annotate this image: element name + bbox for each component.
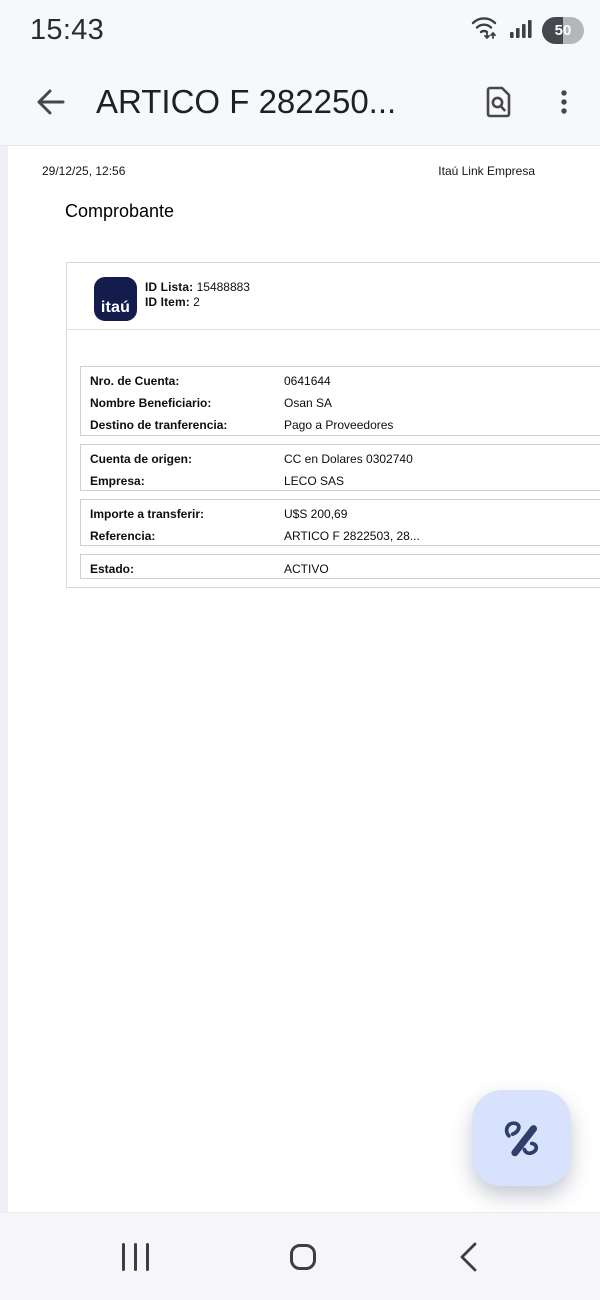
nav-back-button[interactable] <box>452 1241 484 1273</box>
table-row: Destino de tranferencia: Pago a Proveedores <box>90 418 394 432</box>
status-icons <box>470 14 584 46</box>
app-bar <box>0 58 600 146</box>
overflow-menu-button[interactable] <box>540 78 588 126</box>
pdf-gutter <box>0 146 8 1213</box>
table-row: Referencia: ARTICO F 2822503, 28... <box>90 529 420 543</box>
table-row: Nombre Beneficiario: Osan SA <box>90 396 333 410</box>
table-row: Estado: ACTIVO <box>90 562 329 576</box>
find-in-page-button[interactable] <box>474 78 522 126</box>
chevron-left-icon <box>457 1240 479 1274</box>
kebab-menu-icon <box>547 85 581 119</box>
back-button[interactable] <box>30 82 70 122</box>
arrow-left-icon <box>32 84 68 120</box>
recents-button[interactable] <box>119 1241 151 1273</box>
document-title: ARTICO F 282250... <box>96 82 397 120</box>
navigation-bar <box>0 1212 600 1300</box>
recents-bar-icon <box>146 1243 149 1271</box>
status-bar <box>0 0 600 58</box>
section-status <box>80 554 600 579</box>
pdf-meta-date: 29/12/25, 12:56 <box>42 164 126 178</box>
recents-bar-icon <box>134 1243 137 1271</box>
table-row: Empresa: LECO SAS <box>90 474 345 488</box>
id-lista-row: ID Lista: 15488883 <box>145 280 250 294</box>
table-row: Nro. de Cuenta: 0641644 <box>90 374 331 388</box>
clock: 15:43 <box>30 13 105 46</box>
battery-percent: 50 <box>554 21 572 39</box>
pdf-meta-row <box>42 164 535 178</box>
pdf-viewer[interactable] <box>0 146 600 1213</box>
status-value: ACTIVO <box>284 562 329 576</box>
page-title: Comprobante <box>65 201 175 221</box>
annotate-fab-button[interactable] <box>472 1090 571 1186</box>
receipt-ids <box>145 280 250 310</box>
pdf-meta-source: Itaú Link Empresa <box>438 164 535 178</box>
section-origin <box>80 444 600 491</box>
home-icon <box>290 1244 316 1270</box>
wifi-icon <box>470 14 501 46</box>
recents-bar-icon <box>122 1243 125 1271</box>
receipt-card <box>66 262 600 588</box>
home-button[interactable] <box>287 1241 319 1273</box>
id-item-row: ID Item: 2 <box>145 295 200 309</box>
battery-icon <box>542 17 584 44</box>
table-row: Importe a transferir: U$S 200,69 <box>90 507 348 521</box>
signal-icon <box>509 15 534 45</box>
table-row: Cuenta de origen: CC en Dolares 0302740 <box>90 452 413 466</box>
receipt-header <box>67 263 600 330</box>
find-in-page-icon <box>480 84 516 120</box>
section-amount <box>80 499 600 546</box>
section-beneficiary <box>80 366 600 436</box>
itau-logo: itaú <box>94 277 137 321</box>
annotate-pen-icon <box>499 1115 545 1161</box>
